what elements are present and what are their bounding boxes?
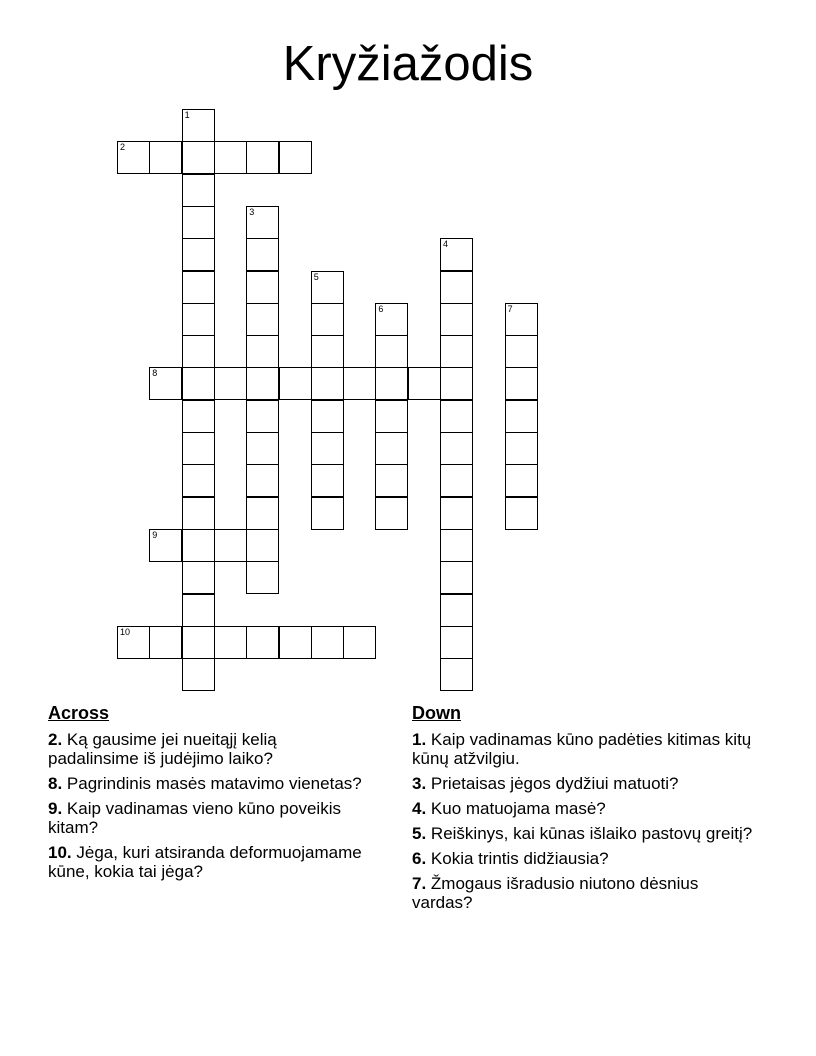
grid-cell[interactable]	[246, 335, 279, 368]
grid-cell[interactable]	[182, 594, 215, 627]
grid-cell[interactable]	[182, 174, 215, 207]
grid-cell[interactable]	[375, 464, 408, 497]
grid-cell[interactable]	[311, 432, 344, 465]
grid-cell[interactable]	[214, 626, 247, 659]
grid-cell[interactable]	[505, 367, 538, 400]
grid-cell[interactable]	[182, 367, 215, 400]
grid-cell[interactable]	[117, 626, 150, 659]
down-clues	[412, 702, 762, 918]
cell-number: 5	[313, 271, 319, 282]
grid-cell[interactable]	[505, 303, 538, 336]
grid-cell[interactable]	[311, 367, 344, 400]
page-title: Kryžiažodis	[282, 37, 534, 91]
clue-text: Kaip vadinamas kūno padėties kitimas kitų kūnų atžvilgiu.	[412, 730, 752, 768]
cell-number: 1	[184, 110, 190, 120]
grid-cell[interactable]	[505, 400, 538, 433]
clue-text: Kuo matuojama masė?	[430, 799, 606, 818]
grid-cell[interactable]	[375, 400, 408, 433]
grid-cell[interactable]	[182, 303, 215, 336]
grid-cell[interactable]	[246, 303, 279, 336]
grid-cell[interactable]	[279, 141, 312, 174]
clue-text: Reiškinys, kai kūnas išlaiko pastovų greitį?	[430, 824, 753, 843]
clue-number: 10.	[48, 843, 72, 862]
grid-cell[interactable]	[279, 626, 312, 659]
grid-cell[interactable]	[440, 626, 473, 659]
down-clue	[412, 874, 762, 912]
grid-cell[interactable]	[182, 271, 215, 304]
grid-cell[interactable]	[117, 141, 150, 174]
grid-cell[interactable]	[505, 497, 538, 530]
grid-cell[interactable]	[311, 626, 344, 659]
clue-number: 3.	[412, 774, 427, 793]
grid-cell[interactable]	[440, 367, 473, 400]
grid-cell[interactable]	[246, 561, 279, 594]
grid-cell[interactable]	[408, 367, 441, 400]
cell-number: 9	[152, 529, 158, 540]
grid-cell[interactable]	[375, 497, 408, 530]
grid-cell[interactable]	[505, 464, 538, 497]
across-clue	[48, 799, 368, 837]
clue-number: 7.	[412, 874, 427, 893]
grid-cell[interactable]	[182, 464, 215, 497]
grid-cell[interactable]	[343, 626, 376, 659]
clue-text: Ką gausime jei nueitąjį kelią padalinsime iš judėjimo laiko?	[48, 730, 277, 768]
grid-cell[interactable]	[440, 303, 473, 336]
grid-cell[interactable]	[505, 335, 538, 368]
down-heading: Down	[412, 703, 461, 723]
grid-cell[interactable]	[246, 432, 279, 465]
grid-cell[interactable]	[246, 529, 279, 562]
grid-cell[interactable]	[182, 335, 215, 368]
clue-number: 8.	[48, 774, 63, 793]
across-heading: Across	[48, 703, 110, 723]
cell-number: 2	[120, 142, 126, 153]
down-clue	[412, 849, 762, 868]
grid-cell[interactable]	[311, 400, 344, 433]
grid-cell[interactable]	[182, 432, 215, 465]
grid-cell[interactable]	[182, 238, 215, 271]
grid-cell[interactable]	[440, 497, 473, 530]
grid-cell[interactable]	[311, 335, 344, 368]
grid-cell[interactable]	[182, 141, 215, 174]
grid-cell[interactable]	[440, 529, 473, 562]
grid-cell[interactable]	[182, 109, 215, 142]
grid-cell[interactable]	[182, 206, 215, 239]
grid-cell[interactable]	[311, 464, 344, 497]
down-clue	[412, 730, 762, 768]
grid-cell[interactable]	[375, 432, 408, 465]
clue-text: Kaip vadinamas vieno kūno poveikis kitam?	[48, 799, 341, 837]
grid-cell[interactable]	[149, 141, 182, 174]
grid-cell[interactable]	[246, 271, 279, 304]
grid-cell[interactable]	[246, 141, 279, 174]
grid-cell[interactable]	[440, 561, 473, 594]
grid-cell[interactable]	[440, 400, 473, 433]
grid-cell[interactable]	[149, 626, 182, 659]
grid-cell[interactable]	[246, 367, 279, 400]
grid-cell[interactable]	[375, 335, 408, 368]
down-clue	[412, 774, 762, 793]
across-clues	[48, 702, 368, 887]
grid-cell[interactable]	[440, 658, 473, 691]
grid-cell[interactable]	[505, 432, 538, 465]
grid-cell[interactable]	[311, 303, 344, 336]
grid-cell[interactable]	[214, 529, 247, 562]
clue-number: 2.	[48, 730, 63, 749]
grid-cell[interactable]	[440, 594, 473, 627]
clue-text: Prietaisas jėgos dydžiui matuoti?	[430, 774, 679, 793]
clue-text: Pagrindinis masės matavimo vienetas?	[66, 774, 362, 793]
clue-number: 1.	[412, 730, 427, 749]
grid-cell[interactable]	[246, 626, 279, 659]
grid-cell[interactable]	[182, 497, 215, 530]
grid-cell[interactable]	[440, 335, 473, 368]
grid-cell[interactable]	[343, 367, 376, 400]
grid-cell[interactable]	[246, 238, 279, 271]
grid-cell[interactable]	[149, 529, 182, 562]
grid-cell[interactable]	[214, 367, 247, 400]
across-clue	[48, 843, 368, 881]
down-clue	[412, 824, 762, 843]
clue-text: Žmogaus išradusio niutono dėsnius vardas?	[412, 874, 699, 912]
grid-cell[interactable]	[440, 271, 473, 304]
grid-cell[interactable]	[375, 303, 408, 336]
cell-number: 3	[249, 206, 255, 217]
grid-cell[interactable]	[182, 658, 215, 691]
clue-number: 5.	[412, 824, 427, 843]
cell-number: 8	[152, 368, 158, 379]
cell-number: 10	[120, 626, 131, 637]
grid-cell[interactable]	[246, 400, 279, 433]
clue-text: Kokia trintis didžiausia?	[430, 849, 609, 868]
clue-text: Jėga, kuri atsiranda deformuojamame kūne, kokia tai jėga?	[48, 843, 362, 881]
grid-cell[interactable]	[214, 141, 247, 174]
across-clue	[48, 774, 368, 793]
cell-number: 7	[507, 303, 513, 314]
clue-number: 6.	[412, 849, 427, 868]
grid-cell[interactable]	[246, 464, 279, 497]
grid-cell[interactable]	[279, 367, 312, 400]
grid-cell[interactable]	[182, 626, 215, 659]
grid-cell[interactable]	[246, 497, 279, 530]
grid-cell[interactable]	[182, 561, 215, 594]
grid-cell[interactable]	[440, 432, 473, 465]
across-clue	[48, 730, 368, 768]
grid-cell[interactable]	[440, 238, 473, 271]
grid-cell[interactable]	[182, 400, 215, 433]
grid-cell[interactable]	[311, 497, 344, 530]
cell-number: 4	[443, 239, 449, 250]
grid-cell[interactable]	[311, 271, 344, 304]
grid-cell[interactable]	[182, 529, 215, 562]
grid-cell[interactable]	[246, 206, 279, 239]
clue-number: 9.	[48, 799, 63, 818]
down-clue	[412, 799, 762, 818]
grid-cell[interactable]	[375, 367, 408, 400]
grid-cell[interactable]	[440, 464, 473, 497]
clue-number: 4.	[412, 799, 427, 818]
grid-cell[interactable]	[149, 367, 182, 400]
cell-number: 6	[378, 303, 384, 314]
